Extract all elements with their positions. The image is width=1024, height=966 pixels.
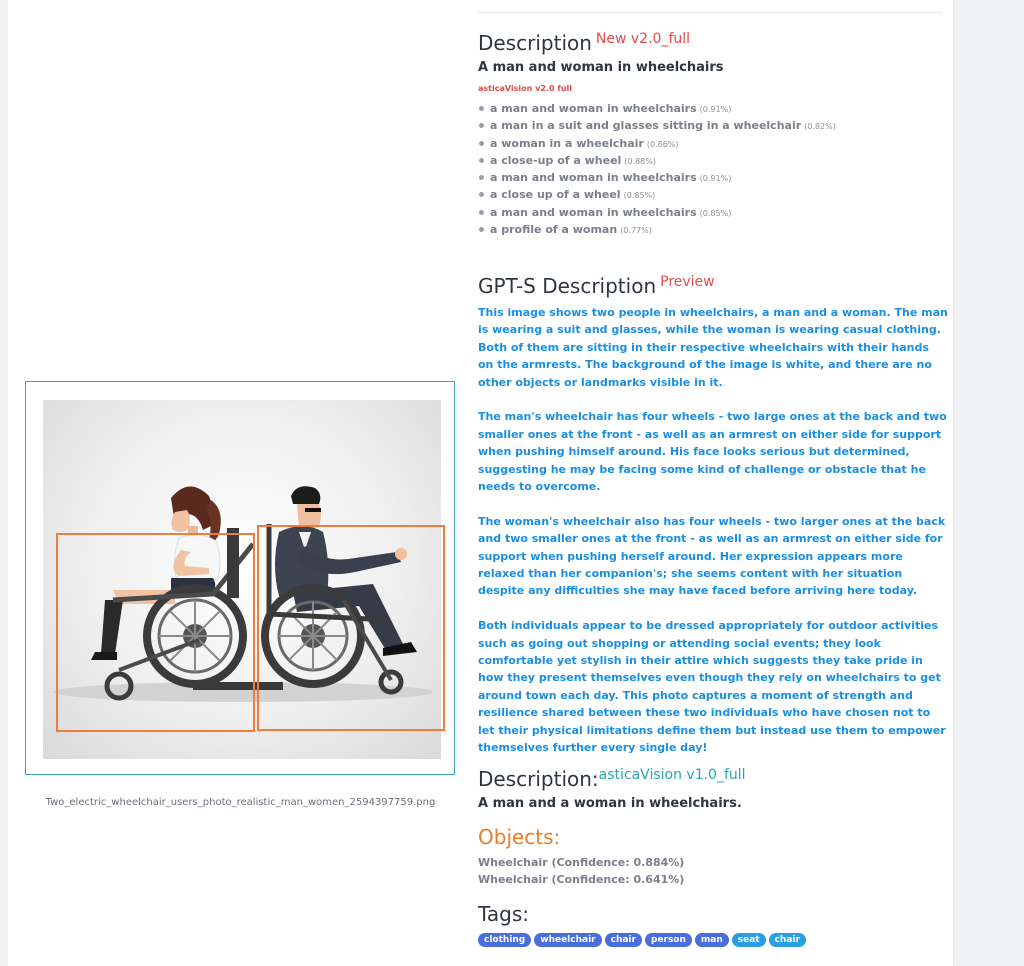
description-v1-heading: [478, 767, 746, 791]
description-v1-badge: asticaVision v1.0_full: [598, 767, 746, 783]
caption-text: a close up of a wheel: [490, 188, 621, 202]
tag-badge[interactable]: chair: [769, 933, 806, 947]
caption-confidence: (0.77%): [620, 226, 652, 236]
bullet-icon: [479, 106, 484, 111]
gpt-description: [478, 304, 948, 774]
caption-list: [478, 102, 836, 240]
tags-heading: Tags:: [478, 902, 530, 926]
bullet-icon: [479, 210, 484, 215]
caption-confidence: (0.91%): [699, 105, 732, 114]
bullet-icon: [479, 175, 484, 180]
caption-confidence: (0.85%): [699, 208, 732, 218]
description-v2-title: Description: [478, 31, 592, 55]
detection-box-wheelchair-2: [257, 525, 445, 731]
tag-badge[interactable]: person: [645, 933, 692, 947]
description-v1-title: Description:: [478, 767, 599, 791]
tag-badge[interactable]: clothing: [478, 933, 531, 947]
list-item: [478, 102, 836, 119]
list-item: [478, 119, 836, 136]
caption-text: a profile of a woman: [490, 223, 618, 237]
results-panel: [8, 0, 953, 966]
image-column: [8, 0, 473, 966]
caption-confidence: (0.85%): [623, 191, 656, 201]
list-item: [478, 206, 836, 223]
gpt-heading: [478, 274, 715, 298]
gpt-badge: Preview: [660, 274, 715, 290]
object-item: Wheelchair (Confidence: 0.641%): [478, 873, 685, 886]
object-item: Wheelchair (Confidence: 0.884%): [478, 856, 685, 869]
objects-heading: Objects:: [478, 825, 561, 849]
tag-badge[interactable]: seat: [732, 933, 766, 947]
caption-text: a man and woman in wheelchairs: [490, 205, 697, 219]
list-item: [478, 154, 836, 171]
gpt-paragraph: This image shows two people in wheelchairs, a man and a woman. The man is wearing a suit and glasses, while the woman is wearing casual clothing. Both of them are sitting in their respective wheelchairs with their hands on the armrests. The background of the image is white, and there are no other objects or landmarks visible in it.: [478, 306, 948, 389]
image-filename: Two_electric_wheelchair_users_photo_realistic_man_women_2594397759.png: [45, 797, 436, 808]
caption-confidence: (0.91%): [699, 174, 732, 184]
list-item: [478, 171, 836, 188]
caption-confidence: (0.82%): [804, 122, 836, 132]
divider: [478, 12, 942, 13]
gpt-title: GPT-S Description: [478, 274, 657, 298]
bullet-icon: [479, 192, 484, 197]
image-frame: [25, 381, 455, 775]
description-v2-caption: A man and woman in wheelchairs: [478, 60, 724, 75]
caption-text: a man and woman in wheelchairs: [490, 171, 697, 185]
tag-badge[interactable]: man: [695, 933, 729, 947]
list-item: [478, 188, 836, 205]
caption-text: a man and woman in wheelchairs: [490, 102, 697, 115]
caption-text: a woman in a wheelchair: [490, 136, 644, 150]
bullet-icon: [479, 227, 484, 232]
list-item: [478, 223, 836, 240]
caption-confidence: (0.88%): [624, 156, 656, 166]
bullet-icon: [479, 141, 484, 146]
caption-text: a close-up of a wheel: [490, 153, 622, 167]
bullet-icon: [479, 123, 484, 128]
gpt-paragraph: Both individuals appear to be dressed appropriately for outdoor activities such as going out shopping or attending social events; they look comfortable yet stylish in their attire which suggests they take pride in how they present themselves even though they rely on wheelchairs to get around town each day. This photo captures a moment of strength and resilience shared between these two individuals who have chosen not to let their physical limitations define them but instead use them to empower themselves further every single day!: [478, 619, 946, 755]
tag-badge[interactable]: chair: [605, 933, 642, 947]
gpt-paragraph: The woman's wheelchair also has four wheels - two larger ones at the back and two smaller ones at the front - as well as an armrest on either side for support when pushing herself around. Her expression appears more relaxed than her companion's; she seems content with her situation despite any difficulties she may have faced before arriving here today.: [478, 514, 946, 598]
detection-box-wheelchair-1: [56, 533, 255, 732]
list-item: [478, 137, 836, 154]
caption-confidence: (0.86%): [646, 139, 679, 149]
bullet-icon: [479, 158, 484, 163]
description-v1-caption: A man and a woman in wheelchairs.: [478, 796, 742, 811]
description-v2-badge: New v2.0_full: [595, 31, 691, 47]
gpt-paragraph: The man's wheelchair has four wheels - two large ones at the back and two smaller ones at the front - as well as an armrest on either side for support when pushing himself around. His face looks serious but determined, suggesting he may be facing some kind of challenge or obstacle that he needs to overcome.: [478, 410, 947, 494]
caption-text: a man in a suit and glasses sitting in a wheelchair: [490, 119, 802, 133]
tag-badge[interactable]: wheelchair: [534, 933, 601, 947]
tag-list: [478, 933, 809, 952]
description-v2-heading: [478, 31, 690, 55]
model-label: asticaVision v2.0 full: [478, 84, 572, 93]
